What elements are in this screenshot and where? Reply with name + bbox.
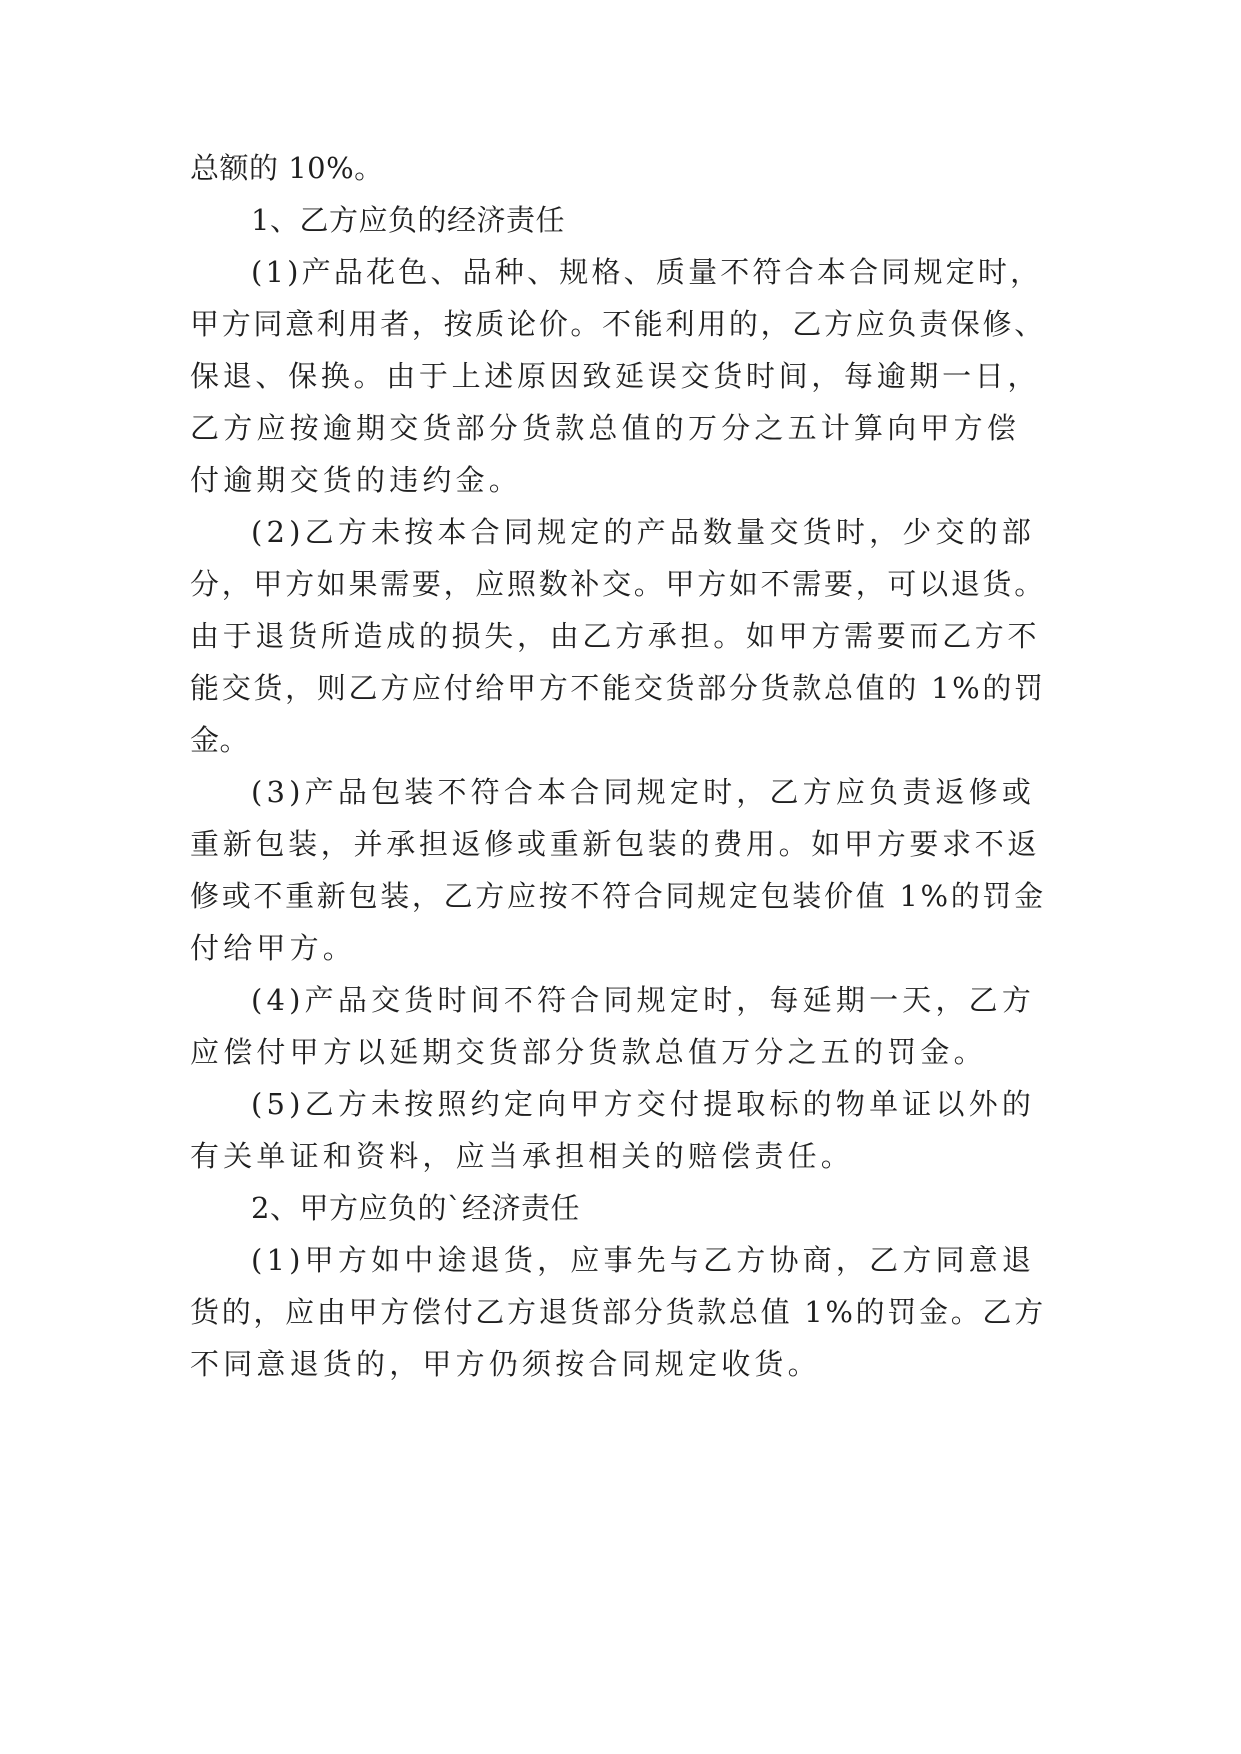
text-line: (3)产品包装不符合本合同规定时，乙方应负责返修或 xyxy=(251,775,1036,809)
text-line: 金。 xyxy=(190,723,250,757)
section-heading: 1、乙方应负的经济责任 xyxy=(251,203,565,237)
text-line: 能交货，则乙方应付给甲方不能交货部分货款总值的 1%的罚 xyxy=(190,671,1046,705)
text-line: 总额的 10%。 xyxy=(190,151,384,185)
text-line: 不同意退货的，甲方仍须按合同规定收货。 xyxy=(190,1347,821,1381)
text-line: (5)乙方未按照约定向甲方交付提取标的物单证以外的 xyxy=(251,1087,1036,1121)
text-line: 应偿付甲方以延期交货部分货款总值万分之五的罚金。 xyxy=(190,1035,987,1069)
section-heading: 2、甲方应负的`经济责任 xyxy=(251,1191,580,1225)
text-line: 乙方应按逾期交货部分货款总值的万分之五计算向甲方偿 xyxy=(190,411,1021,445)
text-line: 修或不重新包装，乙方应按不符合同规定包装价值 1%的罚金 xyxy=(190,879,1046,913)
text-line: 保退、保换。由于上述原因致延误交货时间，每逾期一日， xyxy=(190,359,1041,393)
text-line: (1)产品花色、品种、规格、质量不符合本合同规定时， xyxy=(251,255,1043,289)
text-line: 付给甲方。 xyxy=(190,931,357,965)
text-line: 有关单证和资料，应当承担相关的赔偿责任。 xyxy=(190,1139,855,1173)
text-line: 分，甲方如果需要，应照数补交。甲方如不需要，可以退货。 xyxy=(190,567,1046,601)
text-line: (1)甲方如中途退货，应事先与乙方协商，乙方同意退 xyxy=(251,1243,1036,1277)
text-line: 由于退货所造成的损失，由乙方承担。如甲方需要而乙方不 xyxy=(190,619,1041,653)
text-line: (2)乙方未按本合同规定的产品数量交货时，少交的部 xyxy=(251,515,1036,549)
text-line: 甲方同意利用者，按质论价。不能利用的，乙方应负责保修、 xyxy=(190,307,1046,341)
text-line: 付逾期交货的违约金。 xyxy=(190,463,523,497)
text-line: 重新包装，并承担返修或重新包装的费用。如甲方要求不返 xyxy=(190,827,1041,861)
text-line: 货的，应由甲方偿付乙方退货部分货款总值 1%的罚金。乙方 xyxy=(190,1295,1046,1329)
text-line: (4)产品交货时间不符合同规定时，每延期一天，乙方 xyxy=(251,983,1036,1017)
